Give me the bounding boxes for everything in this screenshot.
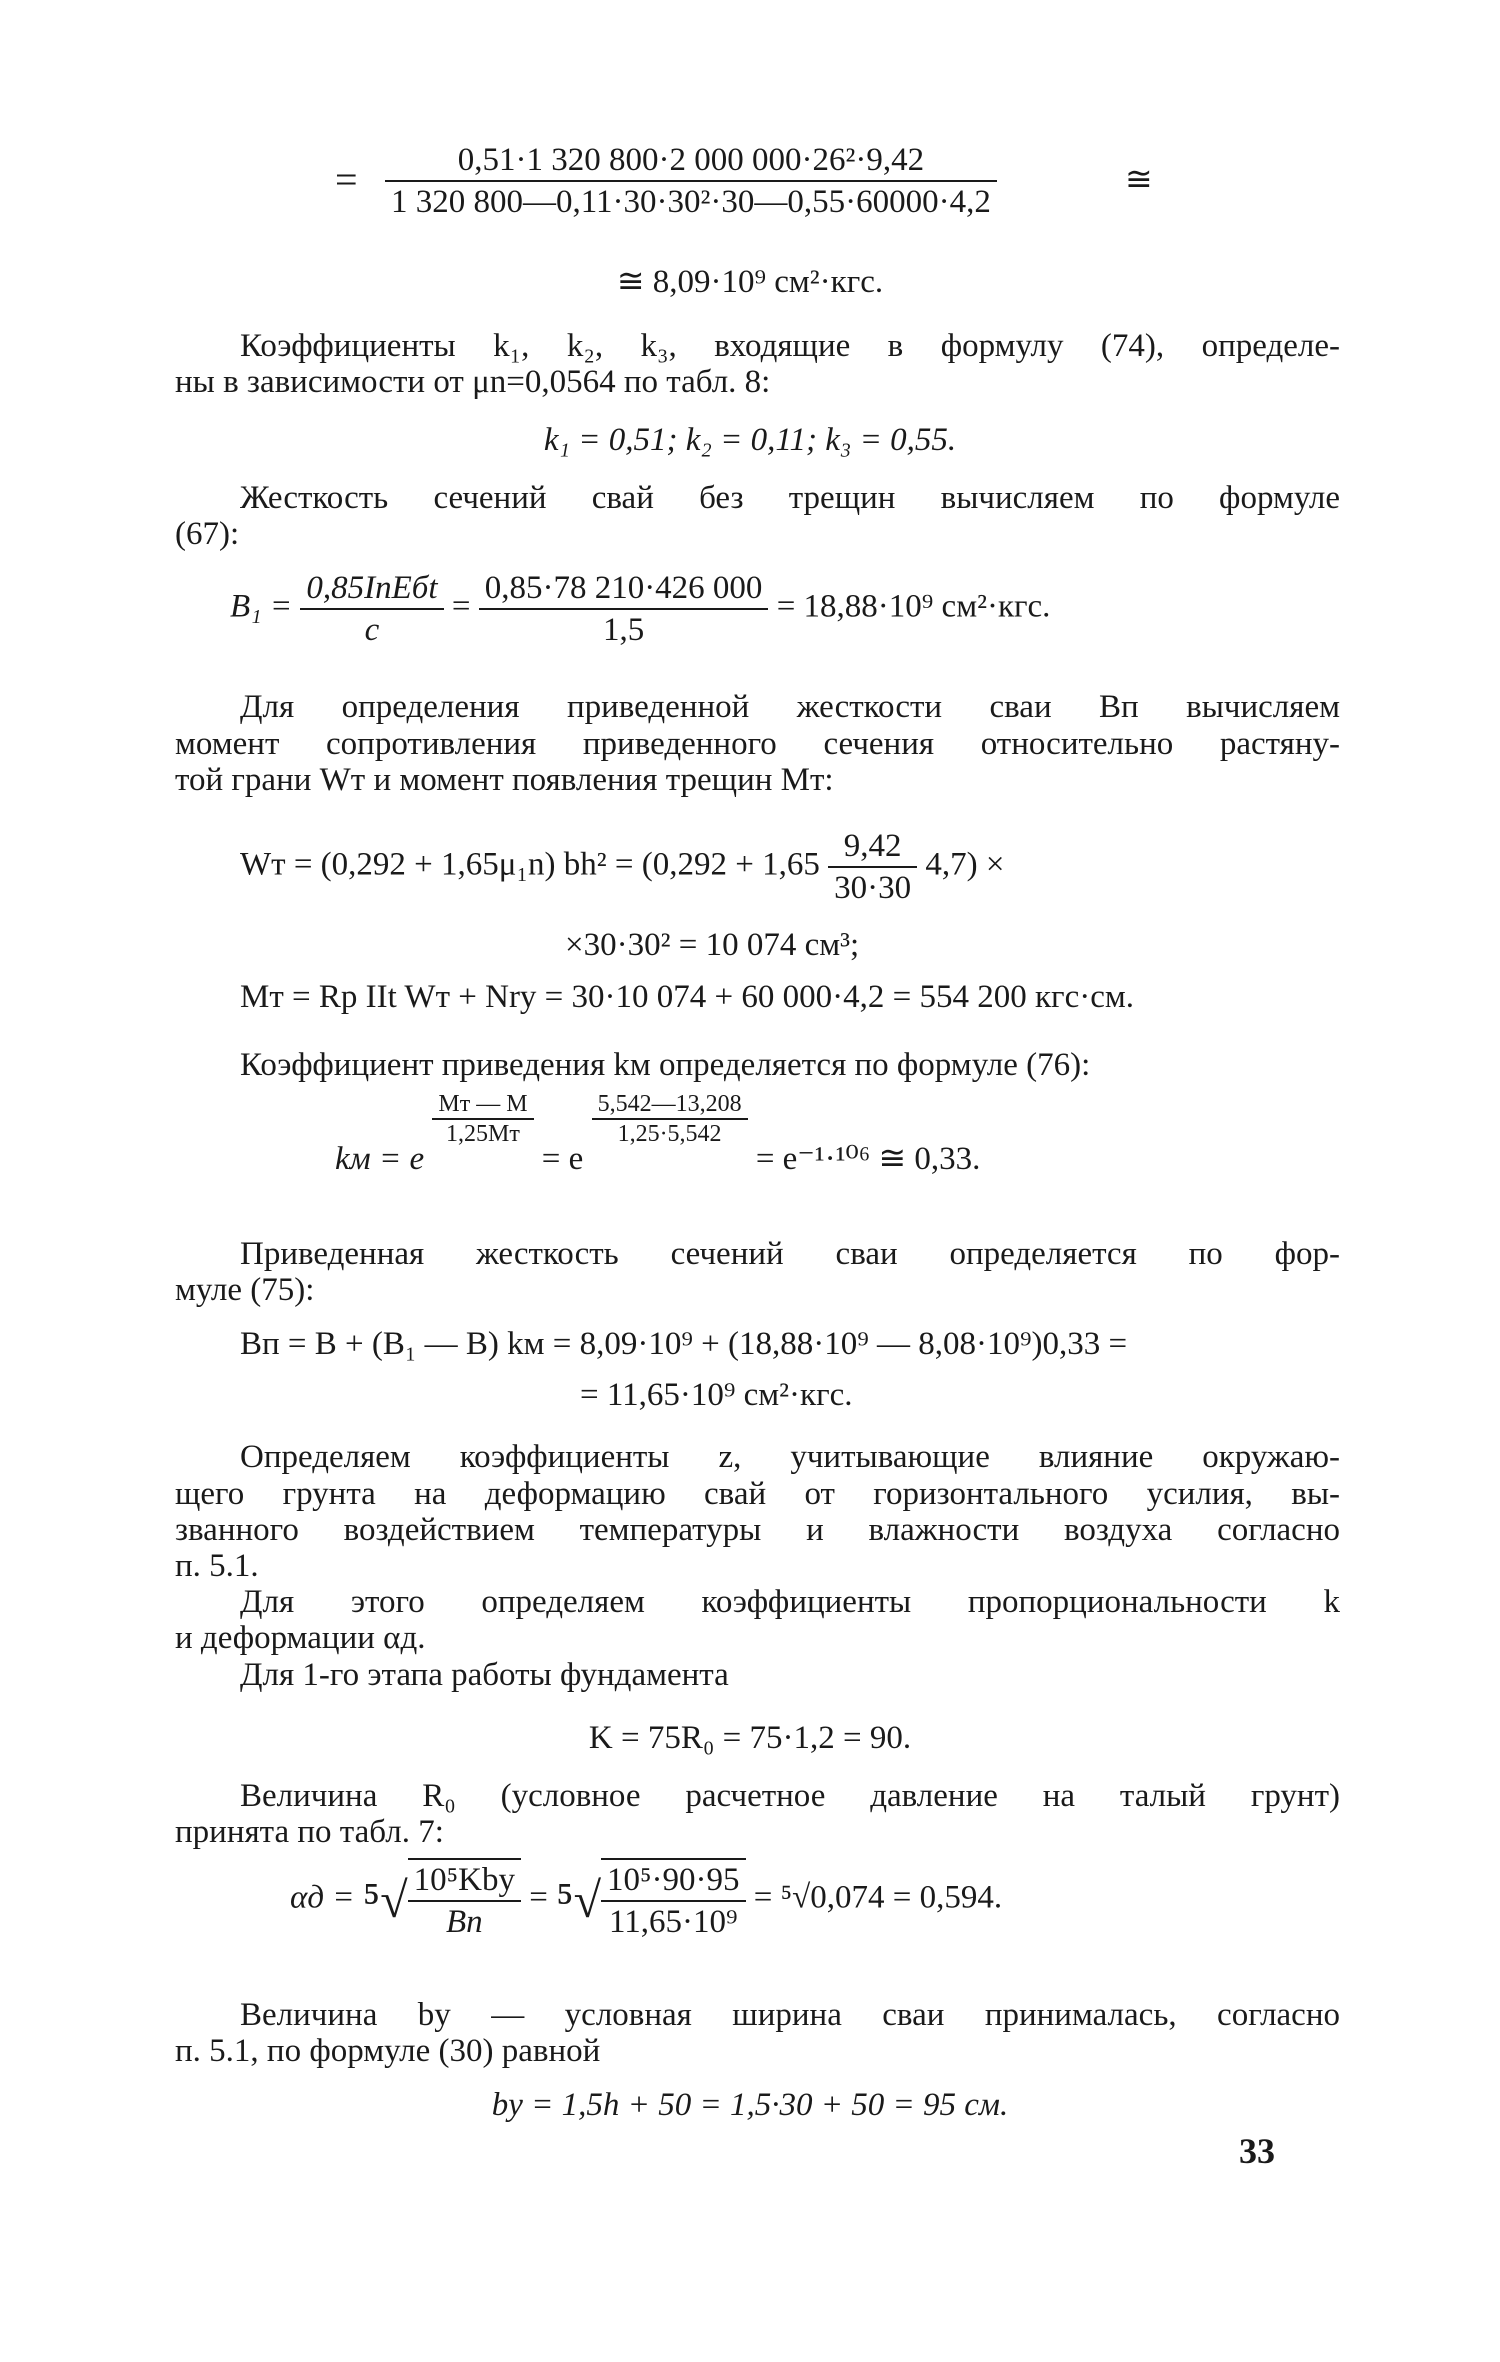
eq-alpha-r1-den: Bп (446, 1904, 483, 1940)
para2-line1: Жесткость сечений свай без трещин вычисляем по формуле (240, 480, 1340, 516)
approx-sign: ≅ (1125, 162, 1153, 198)
para6-line1: Определяем коэффициенты z, учитывающие влияние окружаю- (240, 1439, 1340, 1475)
eq-alpha-lhs: αд = (290, 1879, 355, 1916)
eq-b1-f1-num: 0,85IпEбt (300, 568, 443, 610)
eq1-denominator: 1 320 800—0,11·30·30²·30—0,55·60000·4,2 (391, 184, 991, 220)
eq-km (335, 1090, 980, 1179)
para10-line2: п. 5.1, по формуле (30) равной (175, 2033, 601, 2069)
equals-sign: = (335, 157, 358, 202)
para2-line2: (67): (175, 516, 240, 552)
eq-w-den: 30·30 (834, 870, 912, 906)
eq-km-exp1-num: Mт — M (432, 1090, 533, 1120)
eq-km-mid: = e (541, 1141, 584, 1177)
eq-b1-f1-den: c (364, 612, 380, 648)
eq-b1-lhs: B₁ = (230, 588, 293, 625)
para5-line1: Приведенная жесткость сечений сваи определяется по фор- (240, 1236, 1340, 1272)
eq-by: bу = 1,5h + 50 = 1,5·30 + 50 = 95 см. (491, 2087, 1009, 2123)
eq-w-left: Wт = (0,292 + 1,65μ₁n) bh² = (0,292 + 1,65 (240, 846, 820, 883)
para7-line1: Для этого определяем коэффициенты пропорциональности k (240, 1584, 1340, 1620)
eq1-fraction (385, 140, 997, 222)
eq-alpha-rhs: = ⁵√0,074 = 0,594. (753, 1879, 1003, 1916)
eq-alpha: αд = ⁵√ $\frac{\text{10⁵Kbу}}{Bп}$ = ⁵√ $\frac{\text{10⁵·90·95}}{\text{11,65·10⁹}}$ = ⁵√0,074 = 0,594. (290, 1858, 1002, 1942)
eq-bp-line2: = 11,65·10⁹ см²·кгс. (580, 1377, 853, 1413)
para4: Коэффициент приведения kм определяется по формуле (76): (240, 1047, 1091, 1083)
para6-line3: званного воздействием температуры и влажности воздуха согласно (175, 1512, 1340, 1548)
root-sign-1: ⁵√ (362, 1872, 408, 1928)
root-sign-2: ⁵√ (556, 1872, 602, 1928)
para3-line1: Для определения приведенной жесткости сваи Bп вычисляем (240, 689, 1340, 725)
para3-line2: момент сопротивления приведенного сечения относительно растяну- (175, 726, 1340, 762)
eq-km-rhs: = e⁻¹·¹⁰⁶ ≅ 0,33. (755, 1141, 981, 1177)
para5-line2: муле (75): (175, 1272, 315, 1308)
para9-line1: Величина R₀ (условное расчетное давление на талый грунт) (240, 1778, 1340, 1814)
eq-K: K = 75R₀ = 75·1,2 = 90. (588, 1720, 912, 1756)
eq-b1: B₁ = $\frac{\text{0,85IпEбt}}{c}$ = $\frac{0,85\cdot 78 210\cdot 426 000}{1,5}$ = 18,88·10⁹ см²·кгс. (230, 570, 1051, 648)
eq-km-exp1-den: 1,25Mт (446, 1121, 520, 1147)
eq-b1-f2-num: 0,85·78 210·426 000 (479, 568, 769, 610)
eq-km-exp2-num: 5,542—13,208 (592, 1090, 748, 1120)
para6-line2: щего грунта на деформацию свай от горизонтального усилия, вы- (175, 1476, 1340, 1512)
para7-line2: и деформации αд. (175, 1620, 426, 1656)
eq-b1-f2-den: 1,5 (602, 612, 645, 648)
para1-line1: Коэффициенты k₁, k₂, k₃, входящие в формулу (74), определе- (240, 328, 1340, 364)
eq-w-line2: ×30·30² = 10 074 см³; (565, 927, 860, 963)
eq1-result: ≅ 8,09·10⁹ см²·кгс. (616, 264, 884, 300)
eq-k: k₁ = 0,51; k₂ = 0,11; k₃ = 0,55. (543, 422, 957, 458)
eq-b1-rhs: = 18,88·10⁹ см²·кгс. (776, 588, 1051, 625)
para10-line1: Величина bу — условная ширина сваи принималась, согласно (240, 1997, 1340, 2033)
eq-alpha-r2-num: 10⁵·90·95 (601, 1860, 745, 1902)
eq-m: Mт = Rр IIt Wт + Nrу = 30·10 074 + 60 000·4,2 = 554 200 кгс·см. (240, 979, 1134, 1015)
para6-line4: п. 5.1. (175, 1548, 259, 1584)
eq1-numerator: 0,51·1 320 800·2 000 000·26²·9,42 (385, 140, 997, 182)
eq-w-num: 9,42 (828, 826, 917, 868)
page-number: 33 (1239, 2131, 1275, 2171)
para3-line3: той грани Wт и момент появления трещин Mт: (175, 762, 834, 798)
para9-line2: принята по табл. 7: (175, 1814, 444, 1850)
eq-bp-line1: Bп = B + (B₁ — B) kм = 8,09·10⁹ + (18,88·10⁹ — 8,08·10⁹)0,33 = (240, 1326, 1128, 1362)
eq-km-lhs: kм = e (335, 1141, 425, 1177)
para8: Для 1-го этапа работы фундамента (240, 1657, 729, 1693)
para1-line2: ны в зависимости от μn=0,0564 по табл. 8: (175, 364, 771, 400)
eq-alpha-r2-den: 11,65·10⁹ (608, 1904, 738, 1940)
eq-w-right: 4,7) × (925, 846, 1005, 883)
eq-km-exp2-den: 1,25·5,542 (617, 1121, 722, 1147)
eq-alpha-r1-num: 10⁵Kbу (408, 1860, 521, 1902)
eq-w (240, 826, 1004, 908)
